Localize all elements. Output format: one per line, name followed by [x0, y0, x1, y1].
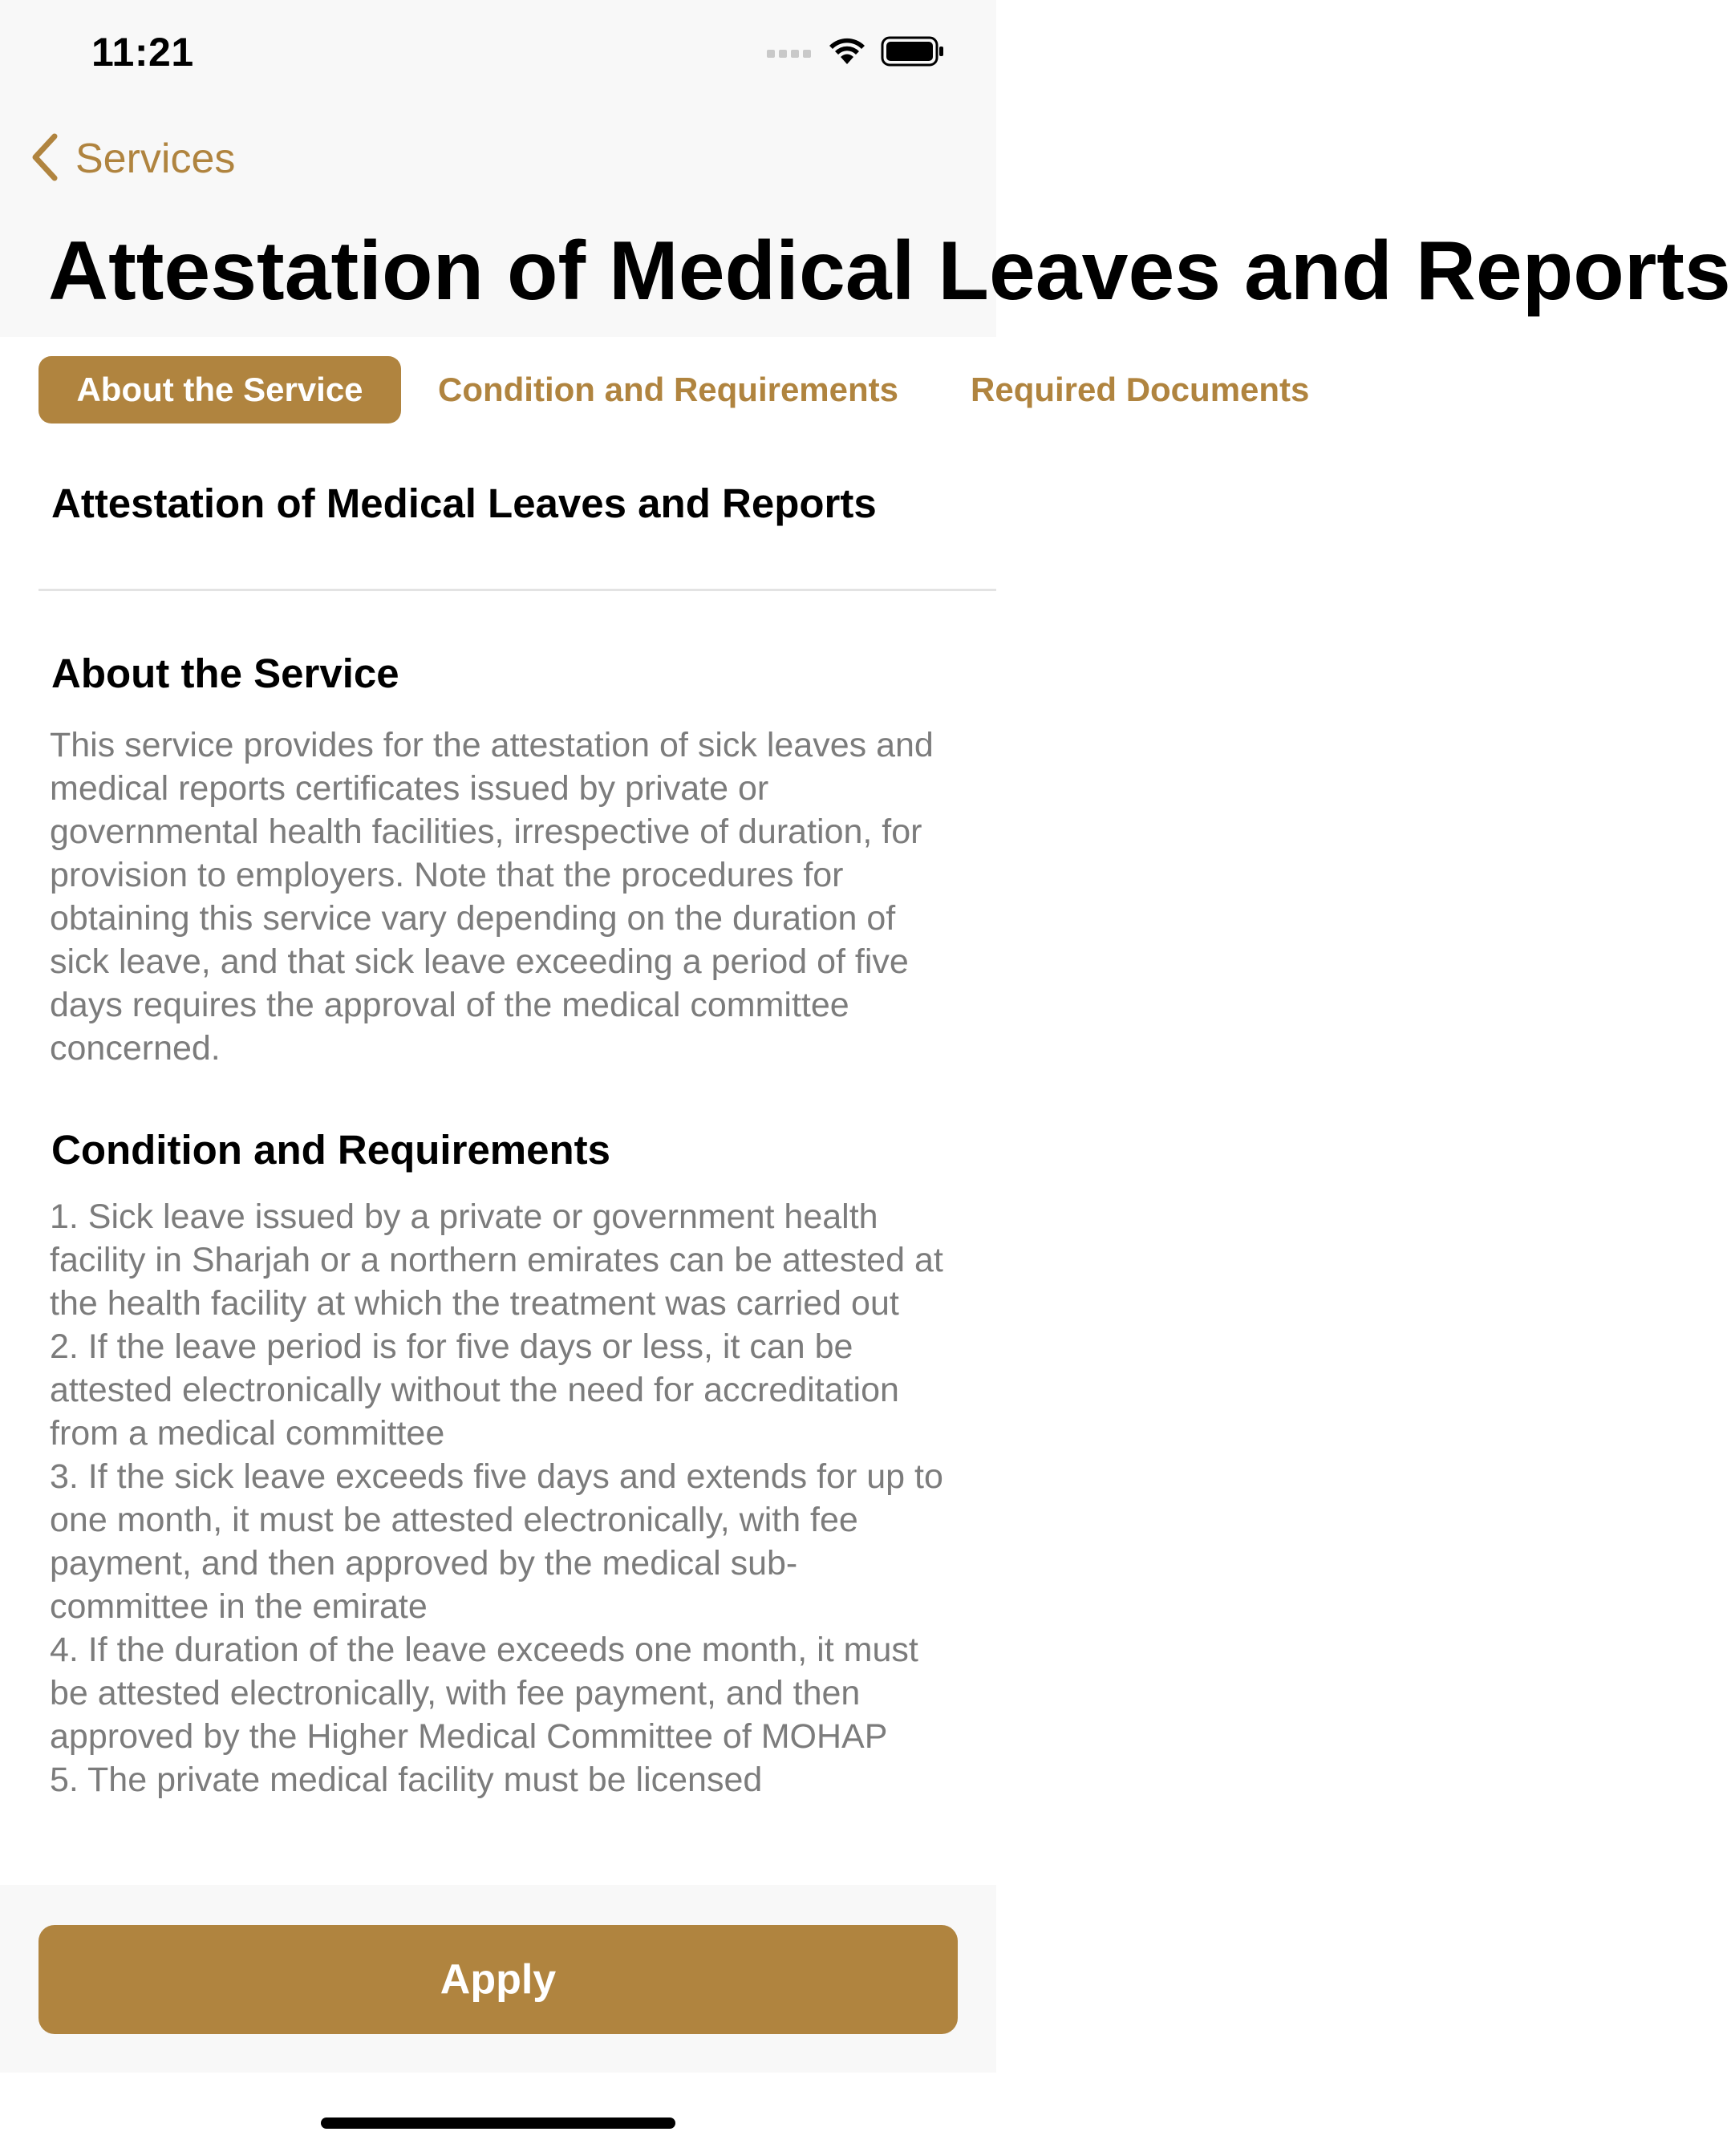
- status-icons: [767, 37, 945, 69]
- conditions-heading: Condition and Requirements: [51, 1127, 611, 1173]
- tab-required-documents[interactable]: Required Documents: [971, 371, 1310, 408]
- status-time: 11:21: [91, 30, 194, 75]
- back-label: Services: [75, 136, 236, 182]
- about-heading: About the Service: [51, 650, 399, 696]
- divider: [39, 589, 996, 591]
- bottom-safe-area: [0, 2073, 996, 2156]
- wifi-icon: [828, 37, 866, 70]
- back-button[interactable]: [30, 128, 235, 189]
- cellular-icon: [767, 45, 813, 62]
- home-indicator[interactable]: [321, 2118, 675, 2129]
- battery-icon: [881, 36, 945, 71]
- tab-about-service[interactable]: About the Service: [39, 356, 401, 424]
- page-title: Attestation of Medical Leaves and Reports: [48, 225, 1731, 318]
- chevron-left-icon: [30, 133, 59, 185]
- conditions-scroll-area[interactable]: [0, 1195, 996, 1885]
- apply-button[interactable]: Apply: [39, 1925, 958, 2034]
- tab-condition-requirements[interactable]: Condition and Requirements: [438, 371, 899, 408]
- service-name: Attestation of Medical Leaves and Reports: [51, 480, 877, 526]
- tab-bar: [0, 356, 1310, 424]
- conditions-body: 1. Sick leave issued by a private or government health facility in Sharjah or a northern emirates can be attested at the health facility at which the treatment was carried out 2. If the leave period is for five days or less, it can be attested electronically without the need for accreditation from a medical committee 3. If the sick leave exceeds five days and extends for up to one month, it must be attested electronically, with fee payment, and then approved by the medical sub-committee in the emirate 4. If the duration of the leave exceeds one month, it must be attested electronically, with fee payment, and then approved by the Higher Medical Committee of MOHAP 5. The private medical facility must be licensed: [50, 1198, 943, 1799]
- about-body: This service provides for the attestation of sick leaves and medical reports certificates issued by private or governmental health facilities, irrespective of duration, for provision to employers. Note that the procedures for obtaining this service vary depending on the duration of sick leave, and that sick leave exceeding a period of five days requires the approval of the medical committee concerned.: [50, 726, 934, 1068]
